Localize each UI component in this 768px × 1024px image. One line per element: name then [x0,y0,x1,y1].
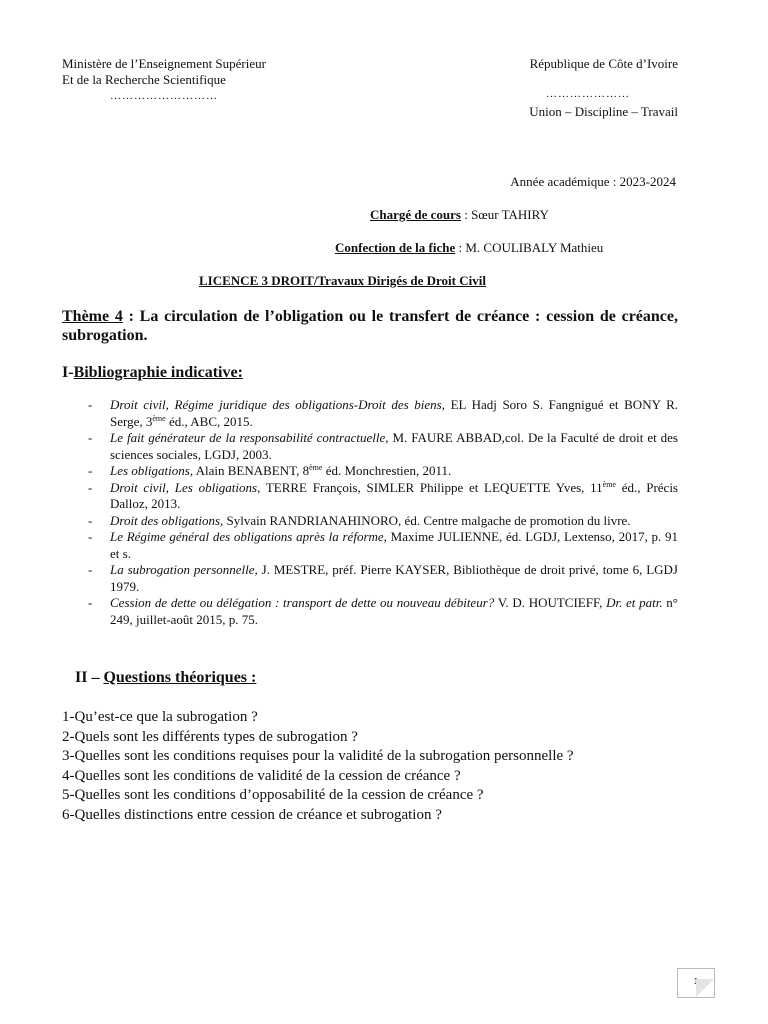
questions-heading [75,669,256,687]
reference-title: Droit civil, Les obligations, [110,479,261,495]
questions-prefix: II – [75,669,104,686]
theme-heading [62,307,678,345]
republic-name: République de Côte d’Ivoire [529,56,678,71]
questions-title: Questions théoriques : [103,669,257,686]
lecturer-line [370,207,549,223]
bibliography-prefix: I- [62,364,74,381]
author-label: Confection de la fiche [335,240,456,255]
reference-details: Alain BENABENT, 8 [193,463,310,478]
academic-year: Année académique : 2023-2024 [510,174,676,189]
reference-details: M. FAURE ABBAD,col. De la Faculté de droit et des sciences sociales, LGDJ, 2003. [110,430,678,462]
author-line [335,240,603,256]
bibliography-item [88,562,678,595]
list-dash: - [88,595,93,610]
reference-details: J. MESTRE, préf. Pierre KAYSER, Bibliothèque de droit privé, tome 6, LGDJ 1979. [110,562,678,594]
republic-dots: ………………… [546,88,630,100]
list-dash: - [88,479,93,495]
header-left [62,56,266,104]
question-item: 1-Qu’est-ce que la subrogation ? [62,709,258,725]
list-dash: - [88,430,93,445]
bibliography-item [88,480,678,513]
theme-label: Thème 4 [62,308,123,325]
reference-details-end: éd., Précis Dalloz, 2013. [110,479,678,511]
journal-title: Dr. et patr. [606,595,663,610]
bibliography-item [88,463,678,480]
list-dash: - [88,512,93,528]
bibliography-item [88,529,678,562]
reference-details: TERRE François, SIMLER Philippe et LEQUETTE Yves, 11 [260,479,603,495]
header-right [498,56,678,120]
theme-text: : La circulation de l’obligation ou le transfert de créance : cession de créance, subrogation. [62,308,678,344]
reference-details-end: éd. Monchrestien, 2011. [322,463,452,478]
reference-title: Droit civil, Régime juridique des obligations-Droit des biens, [110,397,445,412]
reference-title: Le Régime général des obligations après la réforme, [110,529,387,544]
question-item: 6-Quelles distinctions entre cession de créance et subrogation ? [62,806,442,823]
reference-details: V. D. HOUTCIEFF, [494,595,607,610]
question-item: 4-Quelles sont les conditions de validité de la cession de créance ? [62,767,461,784]
reference-title: La subrogation personnelle, [110,562,258,577]
bibliography-item [88,430,678,463]
reference-details-end: éd., ABC, 2015. [165,413,253,429]
author-value: : M. COULIBALY Mathieu [455,240,604,255]
reference-details: Maxime JULIENNE, éd. LGDJ, Lextenso, 2017, p. 91 et s. [110,529,679,561]
page-curl-icon [696,979,714,997]
bibliography-item [88,595,678,628]
ministry-line-2: Et de la Recherche Scientifique [62,72,226,87]
course-title: LICENCE 3 DROIT/Travaux Dirigés de Droit Civil [199,273,486,288]
reference-superscript: ème [309,463,323,472]
questions-list [62,708,678,825]
list-dash: - [88,463,93,478]
ministry-line-1: Ministère de l’Enseignement Supérieur [62,56,266,71]
reference-details: , Sylvain RANDRIANAHINORO, éd. Centre malgache de promotion du livre. [220,512,631,528]
lecturer-label: Chargé de cours [370,207,461,222]
bibliography-heading [62,364,243,382]
page-number-box [677,968,715,998]
list-dash: - [88,562,93,577]
reference-title: Le fait générateur de la responsabilité contractuelle, [110,430,389,445]
reference-superscript: ème [602,479,616,489]
bibliography-item [88,513,678,530]
list-dash: - [88,529,93,544]
reference-title: Cession de dette ou délégation : transport de dette ou nouveau débiteur? [110,595,495,610]
reference-superscript: ème [152,413,166,423]
reference-title: Droit des obligations [110,512,221,528]
list-dash: - [88,397,93,412]
reference-details: EL Hadj Soro S. Fangnigué et BONY R. Serge, 3 [110,397,678,429]
reference-details-end: n° 249, juillet-août 2015, p. 75. [110,595,678,627]
bibliography-title: Bibliographie indicative: [73,364,243,381]
question-item: 5-Quelles sont les conditions d’opposabilité de la cession de créance ? [62,787,484,803]
republic-motto: Union – Discipline – Travail [529,104,678,119]
bibliography-item [88,397,678,430]
question-item: 2-Quels sont les différents types de subrogation ? [62,728,358,745]
lecturer-value: : Sœur TAHIRY [461,207,549,222]
page-number: 1 [693,977,699,986]
bibliography-list [88,397,678,628]
question-item: 3-Quelles sont les conditions requises pour la validité de la subrogation personnelle ? [62,748,574,764]
reference-title: Les obligations, [110,463,194,478]
ministry-dots: ……………………… [110,90,218,102]
